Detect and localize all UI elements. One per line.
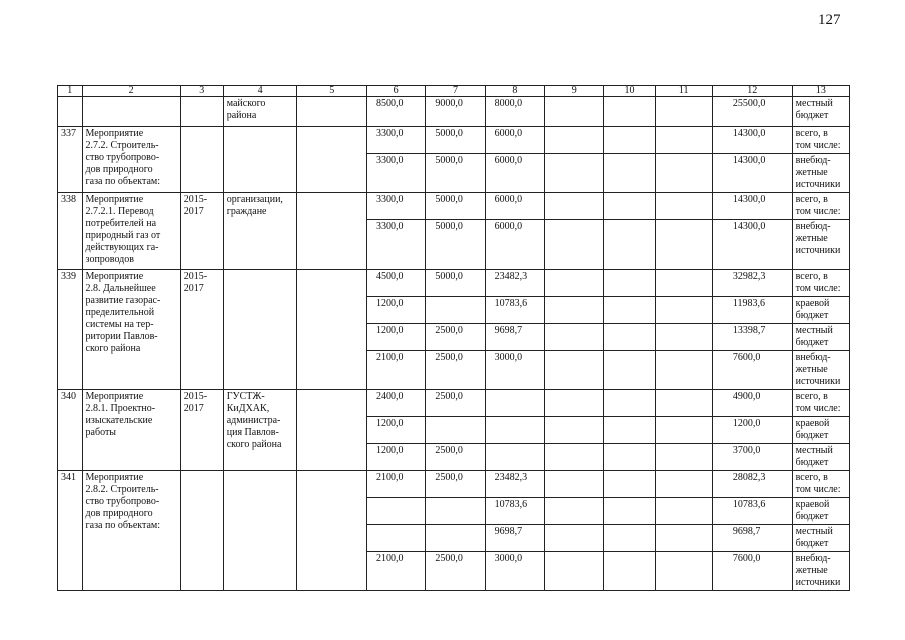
- cell-value: 5000,0: [426, 193, 485, 220]
- cell-total: 14300,0: [712, 220, 792, 270]
- cell-value: 8500,0: [366, 97, 425, 127]
- cell-source: краевой бюджет: [792, 417, 849, 444]
- cell-activity: Мероприятие 2.8.1. Проектно- изыскательские работы: [82, 390, 180, 471]
- cell-id: 337: [58, 127, 83, 193]
- cell-value: 5000,0: [426, 154, 485, 193]
- cell-total: 4900,0: [712, 390, 792, 417]
- cell-value: 2500,0: [426, 444, 485, 471]
- cell-value: 3300,0: [366, 220, 425, 270]
- cell-total: 14300,0: [712, 154, 792, 193]
- cell-id: 339: [58, 270, 83, 390]
- cell-value: 5000,0: [426, 270, 485, 297]
- cell-source: всего, в том числе:: [792, 471, 849, 498]
- cell-source: местный бюджет: [792, 97, 849, 127]
- cell-value: [485, 390, 544, 417]
- cell-total: 10783,6: [712, 498, 792, 525]
- cell-source: всего, в том числе:: [792, 127, 849, 154]
- col-header: 2: [82, 86, 180, 97]
- cell-value: 3300,0: [366, 193, 425, 220]
- cell-value: [366, 498, 425, 525]
- cell-value: 2100,0: [366, 351, 425, 390]
- cell-id: 341: [58, 471, 83, 591]
- cell-value: [426, 525, 485, 552]
- header-row: [58, 86, 850, 97]
- cell-activity: Мероприятие 2.8. Дальнейшее развитие газорас- пределительной системы на тер- ритории Павлов- ского района: [82, 270, 180, 390]
- cell-value: 1200,0: [366, 417, 425, 444]
- cell-executor: организации, граждане: [223, 193, 297, 270]
- cell-total: 7600,0: [712, 552, 792, 591]
- col-header: 8: [485, 86, 544, 97]
- col-header: 11: [655, 86, 712, 97]
- col-header: 7: [426, 86, 485, 97]
- cell-activity: Мероприятие 2.7.2. Строитель- ство трубопрово- дов природного газа по объектам:: [82, 127, 180, 193]
- col-header: 12: [712, 86, 792, 97]
- cell-source: местный бюджет: [792, 444, 849, 471]
- cell-source: всего, в том числе:: [792, 390, 849, 417]
- cell-value: 23482,3: [485, 471, 544, 498]
- cell-value: 6000,0: [485, 193, 544, 220]
- col-header: 13: [792, 86, 849, 97]
- cell-value: 1200,0: [366, 324, 425, 351]
- cell-value: 10783,6: [485, 498, 544, 525]
- cell-value: 2100,0: [366, 471, 425, 498]
- cell-value: 2500,0: [426, 471, 485, 498]
- cell-value: 1200,0: [366, 297, 425, 324]
- cell-source: внебюд- жетные источники: [792, 351, 849, 390]
- cell-value: 2500,0: [426, 324, 485, 351]
- cell-value: 2100,0: [366, 552, 425, 591]
- cell-total: 3700,0: [712, 444, 792, 471]
- cell-value: 3000,0: [485, 351, 544, 390]
- cell-value: 23482,3: [485, 270, 544, 297]
- cell-total: 11983,6: [712, 297, 792, 324]
- cell-value: [485, 417, 544, 444]
- cell-total: 7600,0: [712, 351, 792, 390]
- cell-years: 2015- 2017: [180, 193, 223, 270]
- cell-value: 6000,0: [485, 154, 544, 193]
- cell-value: 5000,0: [426, 220, 485, 270]
- col-header: 5: [297, 86, 367, 97]
- table-row: [58, 127, 850, 154]
- cell-source: местный бюджет: [792, 525, 849, 552]
- col-header: 6: [366, 86, 425, 97]
- cell-source: внебюд- жетные источники: [792, 154, 849, 193]
- col-header: 1: [58, 86, 83, 97]
- cell-total: 14300,0: [712, 193, 792, 220]
- cell-value: [366, 525, 425, 552]
- cell-source: краевой бюджет: [792, 498, 849, 525]
- cell-value: 9698,7: [485, 324, 544, 351]
- cell-value: 3300,0: [366, 154, 425, 193]
- cell-total: 13398,7: [712, 324, 792, 351]
- cell-source: местный бюджет: [792, 324, 849, 351]
- table-row: [58, 97, 850, 127]
- cell-value: 8000,0: [485, 97, 544, 127]
- table-row: [58, 471, 850, 498]
- cell-value: 3000,0: [485, 552, 544, 591]
- cell-value: 6000,0: [485, 127, 544, 154]
- cell-value: 9000,0: [426, 97, 485, 127]
- cell-id: 340: [58, 390, 83, 471]
- cell-value: 5000,0: [426, 127, 485, 154]
- cell-value: 10783,6: [485, 297, 544, 324]
- cell-value: 4500,0: [366, 270, 425, 297]
- cell-executor: майского района: [223, 97, 297, 127]
- cell-total: 14300,0: [712, 127, 792, 154]
- cell-value: 2500,0: [426, 351, 485, 390]
- col-header: 4: [223, 86, 297, 97]
- cell-activity: Мероприятие 2.8.2. Строитель- ство трубопрово- дов природного газа по объектам:: [82, 471, 180, 591]
- cell-total: 25500,0: [712, 97, 792, 127]
- cell-activity: Мероприятие 2.7.2.1. Перевод потребителей на природный газ от действующих га- зопроводов: [82, 193, 180, 270]
- table-row: [58, 193, 850, 220]
- cell-source: всего, в том числе:: [792, 193, 849, 220]
- cell-value: 2500,0: [426, 552, 485, 591]
- cell-value: 2400,0: [366, 390, 425, 417]
- cell-value: 3300,0: [366, 127, 425, 154]
- cell-years: 2015- 2017: [180, 390, 223, 471]
- cell-value: [426, 498, 485, 525]
- program-table: [57, 85, 850, 591]
- cell-total: 9698,7: [712, 525, 792, 552]
- cell-value: [426, 297, 485, 324]
- cell-total: 1200,0: [712, 417, 792, 444]
- cell-value: [426, 417, 485, 444]
- page-number: 127: [818, 12, 841, 28]
- cell-source: внебюд- жетные источники: [792, 220, 849, 270]
- col-header: 9: [545, 86, 604, 97]
- cell-value: 9698,7: [485, 525, 544, 552]
- cell-executor: ГУСТЖ- КиДХАК, администра- ция Павлов- ского района: [223, 390, 297, 471]
- cell-value: 1200,0: [366, 444, 425, 471]
- table-row: [58, 270, 850, 297]
- cell-value: 2500,0: [426, 390, 485, 417]
- cell-source: внебюд- жетные источники: [792, 552, 849, 591]
- col-header: 10: [604, 86, 655, 97]
- cell-total: 28082,3: [712, 471, 792, 498]
- cell-source: краевой бюджет: [792, 297, 849, 324]
- table-row: [58, 390, 850, 417]
- cell-total: 32982,3: [712, 270, 792, 297]
- cell-years: 2015- 2017: [180, 270, 223, 390]
- col-header: 3: [180, 86, 223, 97]
- cell-id: 338: [58, 193, 83, 270]
- cell-value: 6000,0: [485, 220, 544, 270]
- cell-source: всего, в том числе:: [792, 270, 849, 297]
- cell-value: [485, 444, 544, 471]
